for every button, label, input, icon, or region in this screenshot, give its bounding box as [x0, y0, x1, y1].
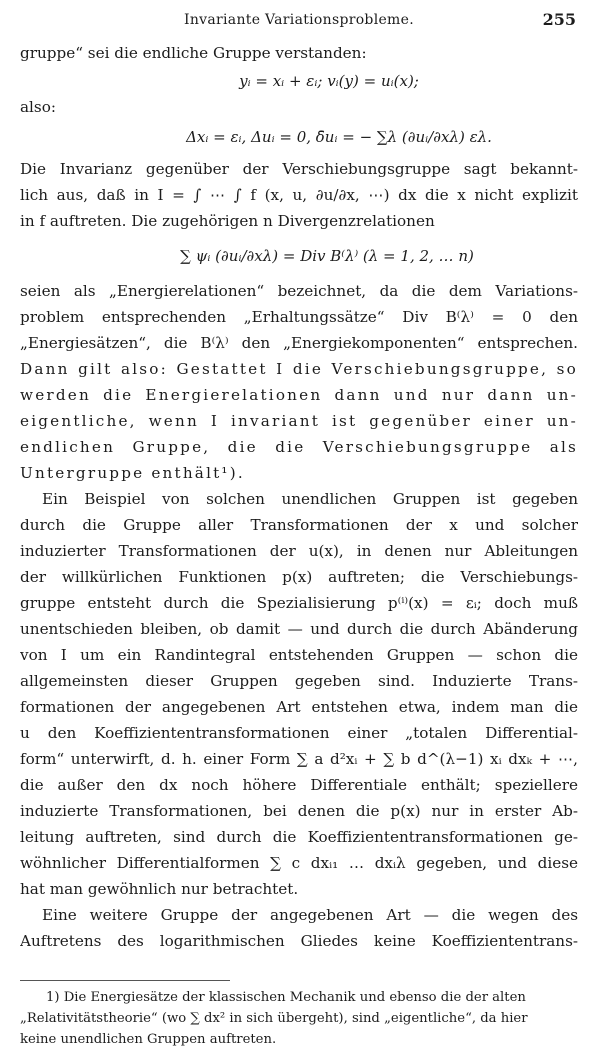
equation-translation: yᵢ = xᵢ + εᵢ; vᵢ(y) = uᵢ(x); — [239, 72, 419, 90]
text-line: „Energiesätzen“, die B⁽λ⁾ den „Energiekomponenten“ entsprechen. — [20, 334, 578, 352]
text-line: Die Invarianz gegenüber der Verschiebungsgruppe sagt bekannt- — [20, 160, 578, 178]
text-line: wöhnlicher Differentialformen ∑ c dxᵢ₁ … dxᵢλ gegeben, und diese — [20, 854, 578, 872]
text-line: hat man gewöhnlich nur betrachtet. — [20, 880, 299, 898]
text-line: leitung auftreten, sind durch die Koeffiziententransformationen ge- — [20, 828, 578, 846]
footnote — [20, 987, 578, 1050]
text-line-spaced: werden die Energierelationen dann und nur dann un- — [20, 386, 578, 404]
text-line: gruppe entsteht durch die Spezialisierung p⁽ⁱ⁾(x) = εᵢ; doch muß — [20, 594, 578, 612]
text-line: formationen der angegebenen Art entstehen etwa, indem man die — [20, 698, 578, 716]
text-line: induzierte Transformationen, bei denen die p(x) nur in erster Ab- — [20, 802, 578, 820]
footnote-line: keine unendlichen Gruppen auftreten. — [20, 1032, 277, 1047]
text-line: gruppe“ sei die endliche Gruppe verstanden: — [20, 44, 367, 62]
text-line: der willkürlichen Funktionen p(x) auftreten; die Verschiebungs- — [20, 568, 578, 586]
also-label: also: — [20, 98, 56, 116]
text-line: Auftretens des logarithmischen Gliedes keine Koeffiziententrans- — [20, 932, 578, 950]
text-line-spaced: Dann gilt also: Gestattet I die Verschiebungsgruppe, so — [20, 360, 578, 378]
text-line: in f auftreten. Die zugehörigen n Divergenzrelationen — [20, 212, 435, 230]
running-title: Invariante Variationsprobleme. — [184, 12, 414, 28]
equation-variations: Δxᵢ = εᵢ, Δuᵢ = 0, δ̄uᵢ = − ∑λ (∂uᵢ/∂xλ) ελ. — [186, 128, 492, 146]
text-line: allgemeinsten dieser Gruppen gegeben sind. Induzierte Trans- — [20, 672, 578, 690]
text-line-spaced: Untergruppe enthält¹). — [20, 464, 245, 482]
page-number: 255 — [542, 10, 576, 29]
text-line: u den Koeffiziententransformationen einer „totalen Differential- — [20, 724, 578, 742]
text-line: problem entsprechenden „Erhaltungssätze“ Div B⁽λ⁾ = 0 den — [20, 308, 578, 326]
main-text — [20, 40, 578, 954]
text-line: unentschieden bleiben, ob damit — und durch die durch Abänderung — [20, 620, 578, 638]
text-line: von I um ein Randintegral entstehenden Gruppen — schon die — [20, 646, 578, 664]
equation-divergence-relations: ∑ ψᵢ (∂uᵢ/∂xλ) = Div B⁽λ⁾ (λ = 1, 2, … n) — [180, 247, 474, 265]
page-header — [20, 0, 578, 40]
text-line: durch die Gruppe aller Transformationen der x und solcher — [20, 516, 578, 534]
footnote-line: 1) Die Energiesätze der klassischen Mechanik und ebenso die der alten — [46, 990, 526, 1005]
text-line: induzierter Transformationen der u(x), in denen nur Ableitungen — [20, 542, 578, 560]
footnote-line: „Relativitätstheorie“ (wo ∑ dx² in sich übergeht), sind „eigentliche“, da hier — [20, 1011, 528, 1026]
text-line: seien als „Energierelationen“ bezeichnet, da die dem Variations- — [20, 282, 578, 300]
text-line: form“ unterwirft, d. h. einer Form ∑ a d²xᵢ + ∑ b d^(λ−1) xᵢ dxₖ + ⋯, — [20, 750, 578, 768]
text-line: lich aus, daß in I = ∫ ⋯ ∫ f (x, u, ∂u/∂x, ⋯) dx die x nicht explizit — [20, 186, 578, 204]
text-line-spaced: endlichen Gruppe, die die Verschiebungsgruppe als — [20, 438, 578, 456]
text-line: Ein Beispiel von solchen unendlichen Gruppen ist gegeben — [42, 490, 578, 508]
text-line: die außer den dx noch höhere Differentiale enthält; speziellere — [20, 776, 578, 794]
text-line-spaced: eigentliche, wenn I invariant ist gegenüber einer un- — [20, 412, 578, 430]
footnote-divider — [20, 980, 230, 981]
text-line: Eine weitere Gruppe der angegebenen Art — die wegen des — [42, 906, 578, 924]
